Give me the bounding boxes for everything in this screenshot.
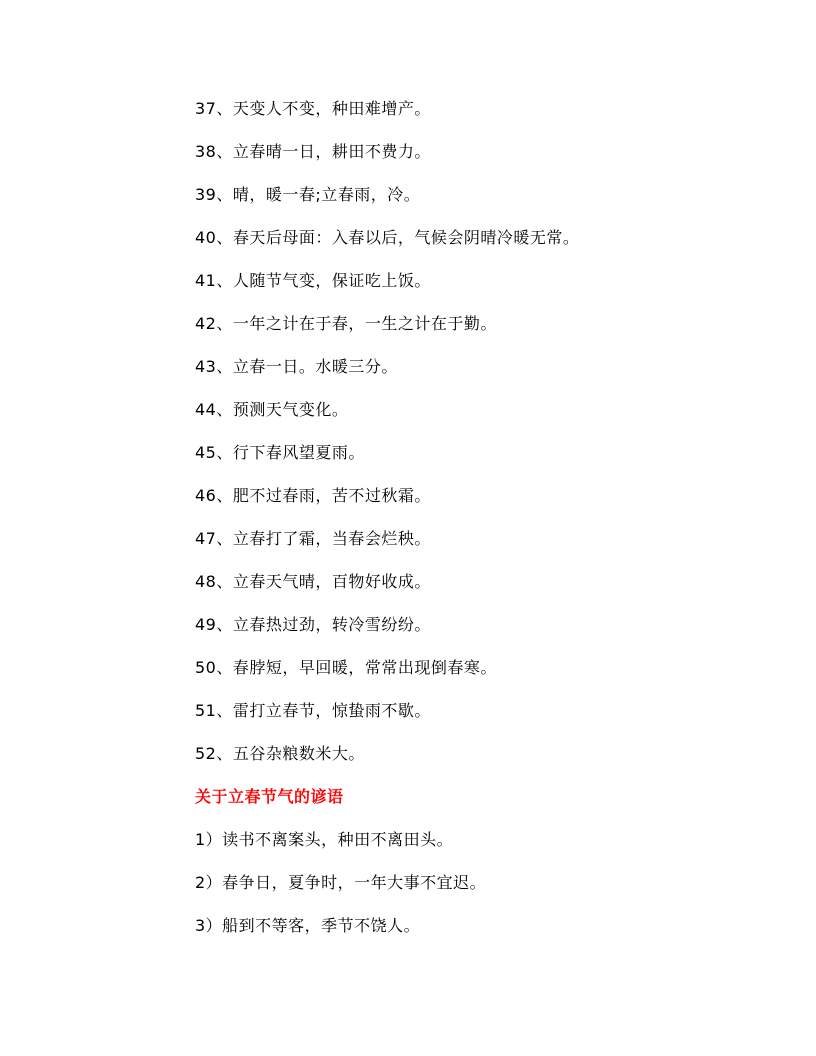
proverb-51: 51、雷打立春节，惊蛰雨不歇。 — [195, 701, 431, 720]
proverb-49: 49、立春热过劲，转冷雪纷纷。 — [195, 615, 431, 634]
proverb-47: 47、立春打了霜，当春会烂秧。 — [195, 529, 431, 548]
proverb-46: 46、肥不过春雨，苦不过秋霜。 — [195, 486, 431, 505]
proverb-39: 39、晴，暖一春;立春雨，冷。 — [195, 185, 421, 204]
proverb-item-1: 1）读书不离案头，种田不离田头。 — [195, 830, 454, 849]
proverb-45: 45、行下春风望夏雨。 — [195, 443, 365, 462]
proverb-52: 52、五谷杂粮数米大。 — [195, 744, 365, 763]
proverb-43: 43、立春一日。水暖三分。 — [195, 357, 398, 376]
proverb-44: 44、预测天气变化。 — [195, 400, 349, 419]
proverb-48: 48、立春天气晴，百物好收成。 — [195, 572, 431, 591]
document-content — [195, 96, 755, 956]
proverb-item-3: 3）船到不等客，季节不饶人。 — [195, 916, 421, 935]
section-heading: 关于立春节气的谚语 — [195, 787, 344, 806]
proverb-41: 41、人随节气变，保证吃上饭。 — [195, 271, 431, 290]
proverb-38: 38、立春晴一日，耕田不费力。 — [195, 142, 431, 161]
proverb-item-2: 2）春争日，夏争时，一年大事不宜迟。 — [195, 873, 487, 892]
proverb-40: 40、春天后母面：入春以后，气候会阴晴冷暖无常。 — [195, 228, 580, 247]
proverb-50: 50、春脖短，早回暖，常常出现倒春寒。 — [195, 658, 497, 677]
proverb-37: 37、天变人不变，种田难增产。 — [195, 99, 431, 118]
proverb-42: 42、一年之计在于春，一生之计在于勤。 — [195, 314, 497, 333]
